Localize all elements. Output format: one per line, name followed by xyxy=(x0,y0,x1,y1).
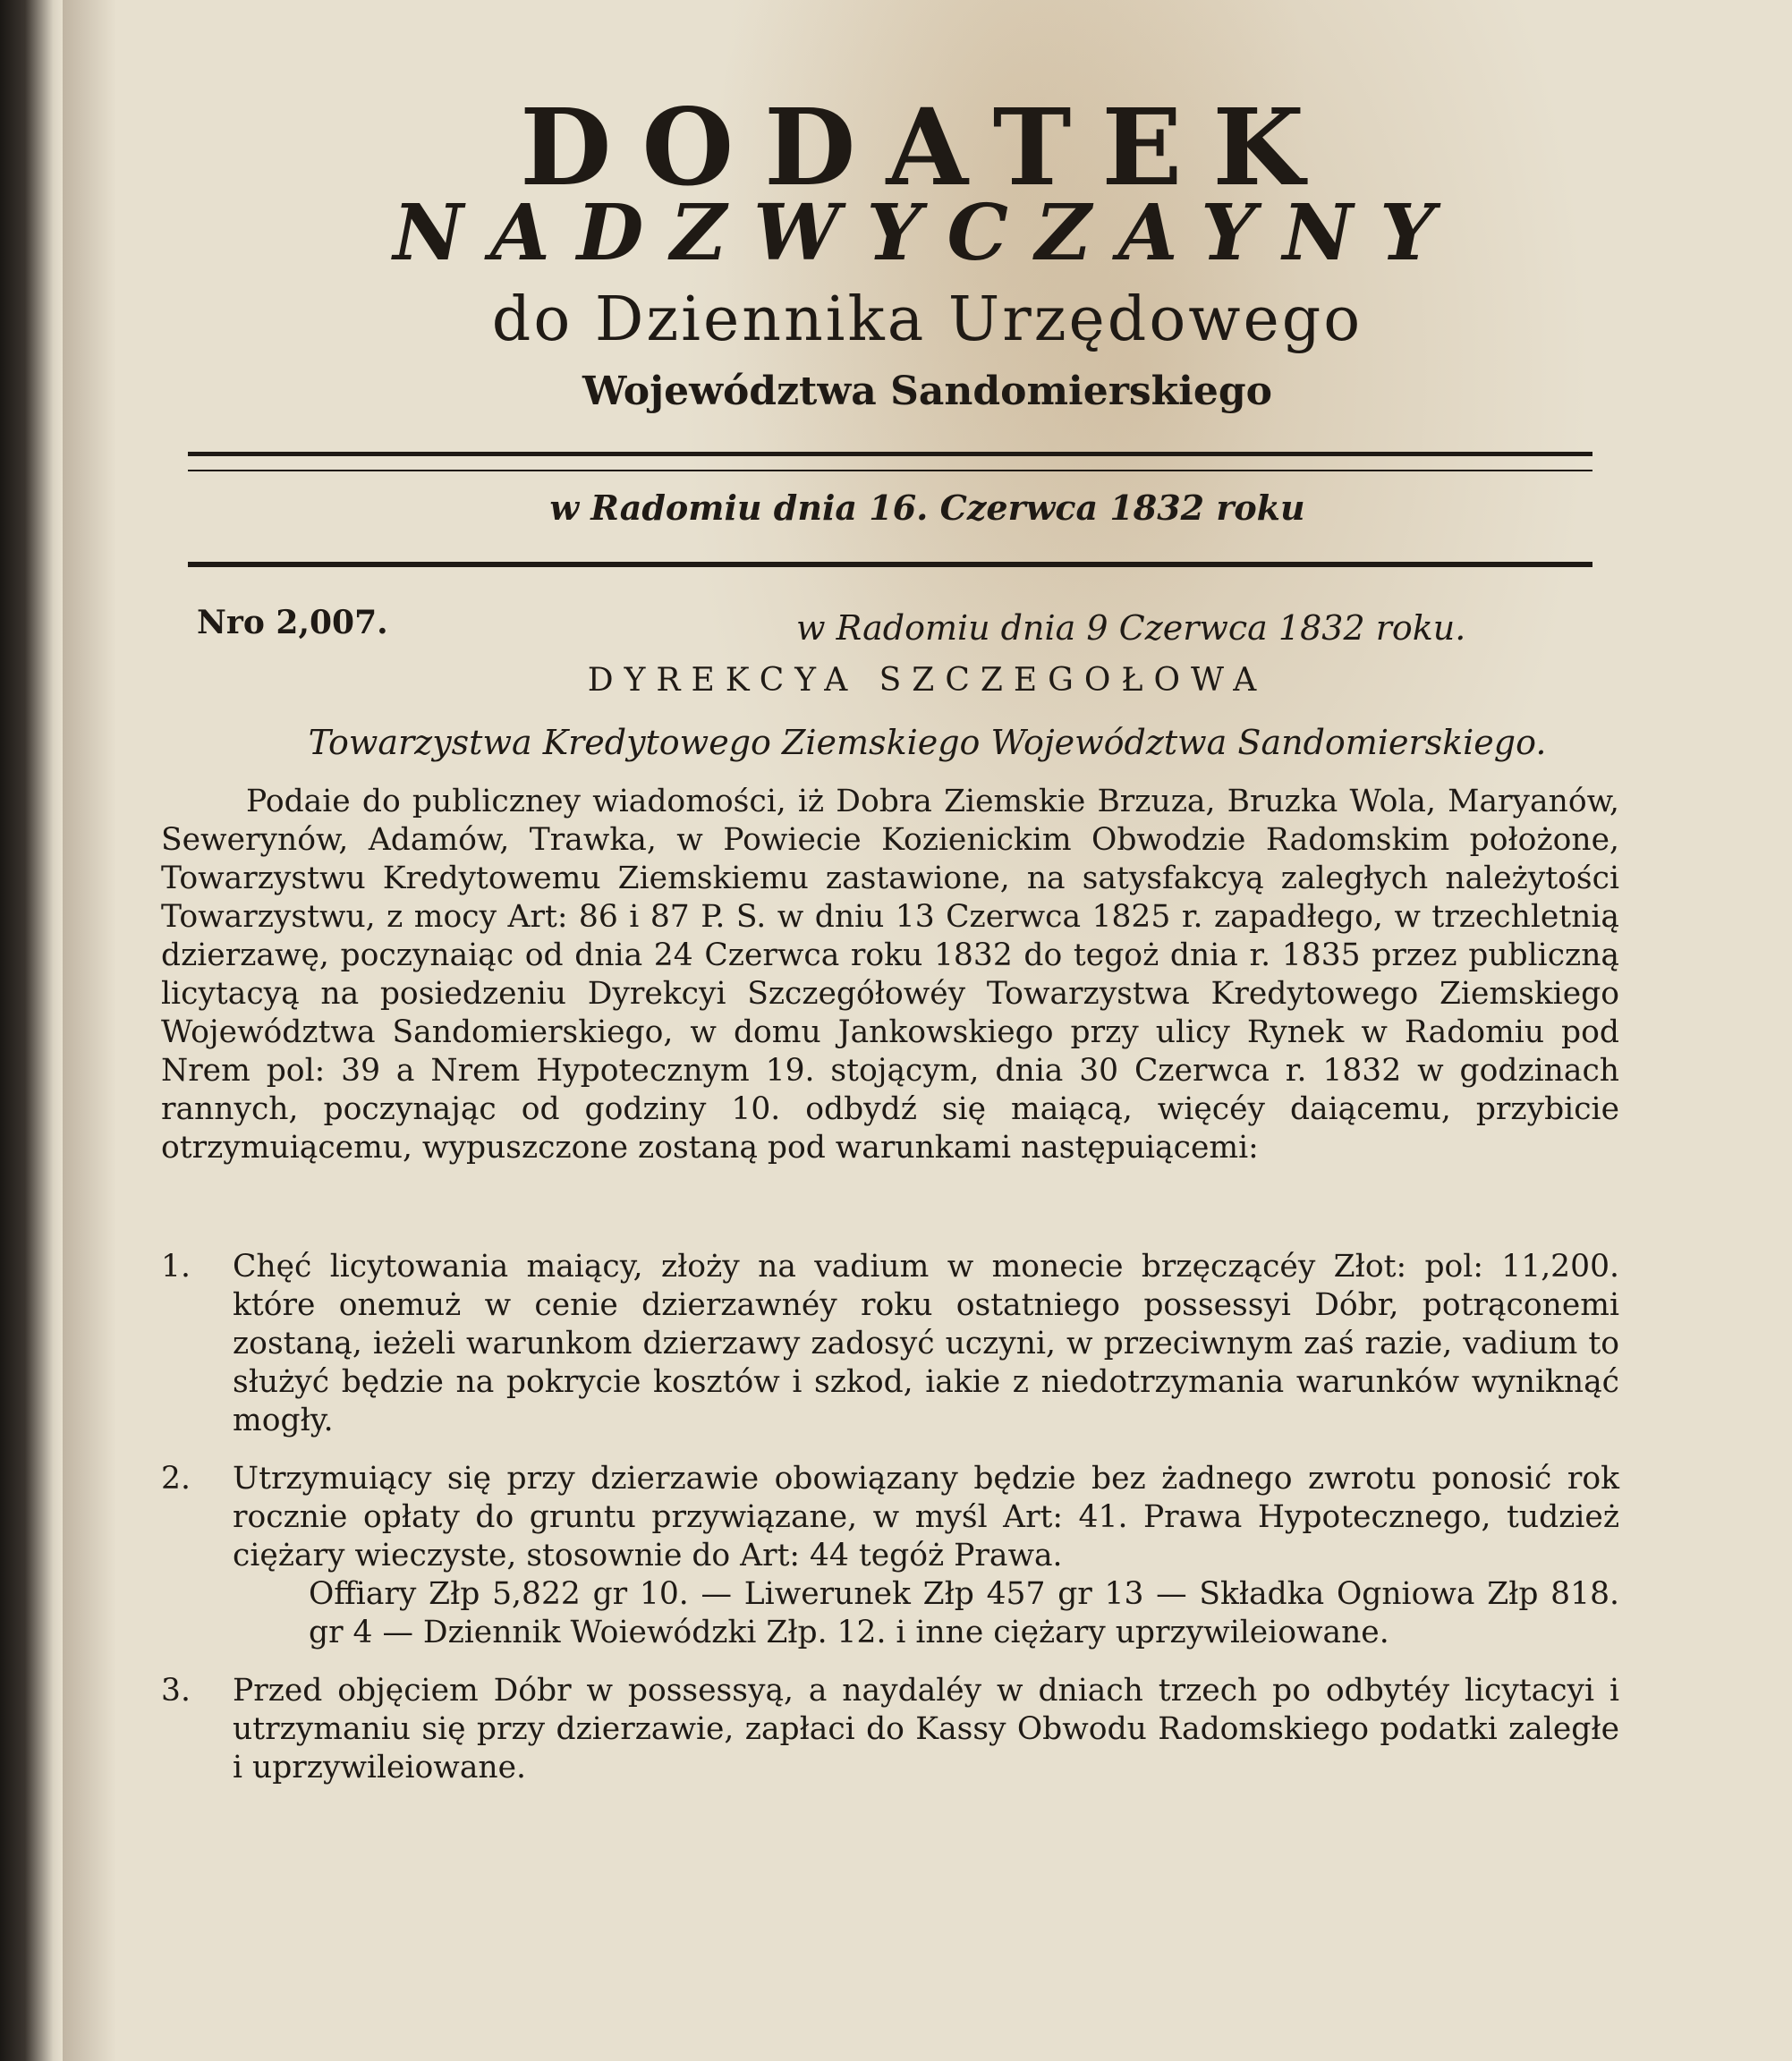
masthead-title: DODATEK xyxy=(520,85,1335,209)
condition-item xyxy=(161,1248,1619,1440)
condition-number: 1. xyxy=(161,1249,191,1285)
issue-dateline: w Radomiu dnia 16. Czerwca 1832 roku xyxy=(549,488,1305,528)
condition-item xyxy=(161,1460,1619,1652)
bottom-rule xyxy=(188,562,1592,567)
masthead-region: Województwa Sandomierskiego xyxy=(582,369,1272,414)
masthead-line: do Dziennika Urzędowego xyxy=(491,284,1363,355)
top-rule-thin xyxy=(188,470,1592,471)
book-binding xyxy=(0,0,63,2061)
notice-heading: DYREKCYA SZCZEGOŁOWA xyxy=(587,662,1268,699)
masthead-subtitle: NADZWYCZAYNY xyxy=(393,188,1462,278)
conditions-list xyxy=(161,1248,1619,1807)
condition-text: Utrzymuiący się przy dzierzawie obowiązany będzie bez żadnego zwrotu ponosić rok rocznie opłaty do gruntu przywiązane, w myśl Art: 41. Prawa Hypotecznego, tudzież ciężary wieczyste, stosownie do Art: 44 tegóż Prawa. xyxy=(233,1461,1619,1573)
condition-subtext: Offiary Złp 5,822 gr 10. — Liwerunek Złp 457 gr 13 — Składka Ogniowa Złp 818. gr 4 — Dziennik Woiewódzki Złp. 12. i inne ciężary uprzywileiowane. xyxy=(309,1576,1619,1650)
condition-number: 2. xyxy=(161,1461,191,1497)
notice-intro: Podaie do publiczney wiadomości, iż Dobra Ziemskie Brzuza, Bruzka Wola, Maryanów, Sewerynów, Adamów, Trawka, w Powiecie Kozienickim Obwodzie Radomskim położone, Towarzystwu Kredytowemu Ziemskiemu zastawione, na satysfakcyą zaległych należytości Towarzystwu, z mocy Art: 86 i 87 P. S. w dniu 13 Czerwca 1825 r. zapadłego, w trzechletnią dzierzawę, poczynaiąc od dnia 24 Czerwca roku 1832 do tegoż dnia r. 1835 przez publiczną licytacyą na posiedzeniu Dyrekcyi Szczegółowéy Towarzystwa Kredytowego Ziemskiego Województwa Sandomierskiego, w domu Jankowskiego przy ulicy Rynek w Radomiu pod Nrem pol: 39 a Nrem Hypotecznym 19. stojącym, dnia 30 Czerwca r. 1832 w godzinach rannych, poczynając od godziny 10. odbydź się maiącą, więcéy daiącemu, przybicie otrzymuiącemu, wypuszczone zostaną pod warunkami następuiącemi: xyxy=(161,784,1619,1166)
condition-text: Chęć licytowania maiący, złoży na vadium w monecie brzęczącéy Złot: pol: 11,200. które onemuż w cenie dzierzawnéy roku ostatniego possessyi Dóbr, potrąconemi zostaną, ieżeli warunkom dzierzawy zadosyć uczyni, w przeciwnym zaś razie, vadium to służyć będzie na pokrycie kosztów i szkod, iakie z niedotrzymania warunków wyniknąć mogły. xyxy=(233,1249,1619,1438)
document-page xyxy=(63,0,1792,2061)
notice-date: w Radomiu dnia 9 Czerwca 1832 roku. xyxy=(796,608,1466,648)
condition-text: Przed objęciem Dóbr w possessyą, a naydaléy w dniach trzech po odbytéy licytacyi i utrzymaniu się przy dzierzawie, zapłaci do Kassy Obwodu Radomskiego podatki zaległe i uprzywileiowane. xyxy=(233,1673,1619,1785)
notice-subheading: Towarzystwa Kredytowego Ziemskiego Województwa Sandomierskiego. xyxy=(308,723,1547,762)
condition-number: 3. xyxy=(161,1673,191,1709)
condition-item xyxy=(161,1672,1619,1787)
top-rule-thick xyxy=(188,452,1592,456)
notice-number: Nro 2,007. xyxy=(197,604,388,641)
